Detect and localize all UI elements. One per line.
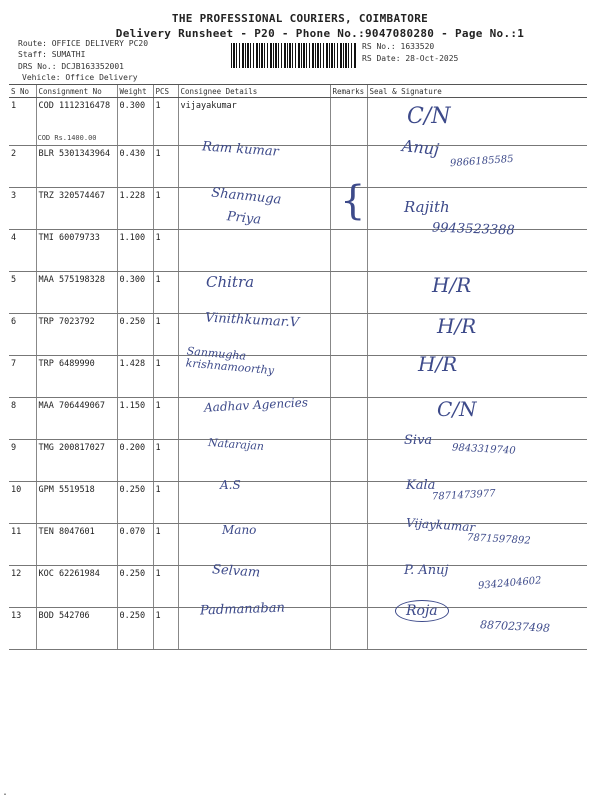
consignee-6: Vinithkumar.V <box>204 310 300 331</box>
sno-cell: 11 <box>9 524 36 566</box>
signature-10: Kala <box>406 478 436 493</box>
consignment-cell: MAA 706449067 <box>36 398 117 440</box>
barcode <box>231 43 357 68</box>
consignee-10: A.S <box>220 478 241 492</box>
consignment-cell: BOD 542706 <box>36 608 117 650</box>
sno-cell: 13 <box>9 608 36 650</box>
consignment-cell: BLR 5301343964 <box>36 146 117 188</box>
col-consignment: Consignment No <box>36 85 117 98</box>
remarks-cell <box>330 482 367 524</box>
consignment-cell: TEN 8047601 <box>36 524 117 566</box>
weight-cell: 0.070 <box>117 524 153 566</box>
pcs-cell: 1 <box>153 230 178 272</box>
table-row <box>9 272 587 314</box>
table-row <box>9 98 587 146</box>
signature-5: H/R <box>432 273 472 297</box>
staff-label: Staff: SUMATHI <box>18 50 86 59</box>
consignment-no: COD 1112316478 <box>38 101 111 111</box>
remarks-cell <box>330 608 367 650</box>
signature-13: Roja <box>395 600 449 622</box>
weight-cell: 0.300 <box>117 98 153 146</box>
company-title: THE PROFESSIONAL COURIERS, COIMBATORE <box>171 12 429 25</box>
sno-cell: 4 <box>9 230 36 272</box>
sno-cell: 10 <box>9 482 36 524</box>
consignment-cell <box>36 98 117 146</box>
remarks-cell <box>330 398 367 440</box>
consignee-2: Ram kumar <box>201 139 280 160</box>
pcs-cell: 1 <box>153 272 178 314</box>
corner-mark: . <box>2 787 9 798</box>
consignee-12: Selvam <box>211 562 261 581</box>
consignment-cell: TMG 200817027 <box>36 440 117 482</box>
signature-cell <box>367 566 587 608</box>
sno-cell: 8 <box>9 398 36 440</box>
consignee-7: Sanmugha krishnamoorthy <box>185 344 275 378</box>
phone-10: 7871473977 <box>431 488 496 503</box>
signature-cell <box>367 314 587 356</box>
consignee-5: Chitra <box>206 273 255 291</box>
weight-cell: 0.250 <box>117 566 153 608</box>
weight-cell: 0.250 <box>117 314 153 356</box>
remarks-cell <box>330 230 367 272</box>
signature-cell <box>367 356 587 398</box>
signature-8: C/N <box>437 397 477 421</box>
consignee-11: Mano <box>222 523 257 537</box>
remarks-cell <box>330 272 367 314</box>
vehicle-label: Vehicle: Office Delivery <box>22 73 138 82</box>
col-consignee: Consignee Details <box>178 85 330 98</box>
consignee-13: Padmanaban <box>199 600 286 619</box>
signature-11: Vijaykumar <box>405 515 476 535</box>
pcs-cell: 1 <box>153 314 178 356</box>
consignee-9: Natarajan <box>207 436 265 453</box>
consignment-cell: MAA 575198328 <box>36 272 117 314</box>
weight-cell: 0.430 <box>117 146 153 188</box>
consignment-cell: TMI 60079733 <box>36 230 117 272</box>
remarks-cell <box>330 524 367 566</box>
sno-cell: 2 <box>9 146 36 188</box>
weight-cell: 0.250 <box>117 608 153 650</box>
route-label: Route: OFFICE DELIVERY PC20 <box>18 39 149 48</box>
pcs-cell: 1 <box>153 188 178 230</box>
pcs-cell: 1 <box>153 608 178 650</box>
remarks-cell <box>330 440 367 482</box>
table-row <box>9 146 587 188</box>
rs-no-label: RS No.: 1633520 <box>362 42 435 51</box>
phone-11: 7871597892 <box>466 532 531 547</box>
sno-cell: 1 <box>9 98 36 146</box>
weight-cell: 1.150 <box>117 398 153 440</box>
phone-2: 9866185585 <box>449 153 514 170</box>
pcs-cell: 1 <box>153 98 178 146</box>
weight-cell: 0.250 <box>117 482 153 524</box>
col-sno: S No <box>9 85 36 98</box>
signature-cell <box>367 272 587 314</box>
bracket-mark: { <box>340 178 366 224</box>
weight-cell: 1.428 <box>117 356 153 398</box>
remarks-cell <box>330 98 367 146</box>
phone-4: 9943523388 <box>431 220 515 239</box>
pcs-cell: 1 <box>153 146 178 188</box>
weight-cell: 1.100 <box>117 230 153 272</box>
signature-cell <box>367 98 587 146</box>
pcs-cell: 1 <box>153 482 178 524</box>
signature-4: Rajith <box>404 198 450 216</box>
pcs-cell: 1 <box>153 356 178 398</box>
cod-amount: COD Rs.1400.00 <box>37 134 97 142</box>
table-header-row <box>9 85 587 98</box>
pcs-cell: 1 <box>153 524 178 566</box>
remarks-cell <box>330 314 367 356</box>
signature-1: C/N <box>407 104 451 129</box>
sno-cell: 7 <box>9 356 36 398</box>
sno-cell: 9 <box>9 440 36 482</box>
consignee-cell <box>178 482 330 524</box>
col-weight: Weight <box>117 85 153 98</box>
consignment-cell: TRZ 320574467 <box>36 188 117 230</box>
consignment-cell: GPM 5519518 <box>36 482 117 524</box>
consignee-cell: vijayakumar <box>178 98 330 146</box>
consignment-cell: TRP 6489990 <box>36 356 117 398</box>
signature-cell <box>367 524 587 566</box>
drs-label: DRS No.: DCJB163352001 <box>18 62 124 71</box>
consignee-cell <box>178 230 330 272</box>
table-row <box>9 482 587 524</box>
pcs-cell: 1 <box>153 398 178 440</box>
sno-cell: 12 <box>9 566 36 608</box>
sno-cell: 3 <box>9 188 36 230</box>
signature-12: P. Anuj <box>404 563 449 578</box>
signature-9: Siva <box>404 433 433 448</box>
pcs-cell: 1 <box>153 440 178 482</box>
remarks-cell <box>330 566 367 608</box>
signature-7: H/R <box>418 352 458 376</box>
runsheet-title: Delivery Runsheet - P20 - Phone No.:9047080280 - Page No.:1 <box>115 27 525 40</box>
rs-date-label: RS Date: 28-Oct-2025 <box>362 54 459 63</box>
consignment-cell: TRP 7023792 <box>36 314 117 356</box>
sno-cell: 5 <box>9 272 36 314</box>
consignee-3: Shanmuga Priya <box>210 185 282 228</box>
col-signature: Seal & Signature <box>367 85 587 98</box>
signature-2: Anuj <box>401 136 441 159</box>
signature-cell <box>367 398 587 440</box>
signature-6: H/R <box>437 314 477 338</box>
col-pcs: PCS <box>153 85 178 98</box>
phone-12: 9342404602 <box>477 575 542 592</box>
consignment-cell: KOC 62261984 <box>36 566 117 608</box>
signature-cell <box>367 482 587 524</box>
pcs-cell: 1 <box>153 566 178 608</box>
phone-9: 9843319740 <box>451 442 516 457</box>
col-remarks: Remarks <box>330 85 367 98</box>
weight-cell: 1.228 <box>117 188 153 230</box>
weight-cell: 0.200 <box>117 440 153 482</box>
phone-13: 8870237498 <box>479 618 551 635</box>
sno-cell: 6 <box>9 314 36 356</box>
consignee-8: Aadhav Agencies <box>203 395 309 415</box>
weight-cell: 0.300 <box>117 272 153 314</box>
